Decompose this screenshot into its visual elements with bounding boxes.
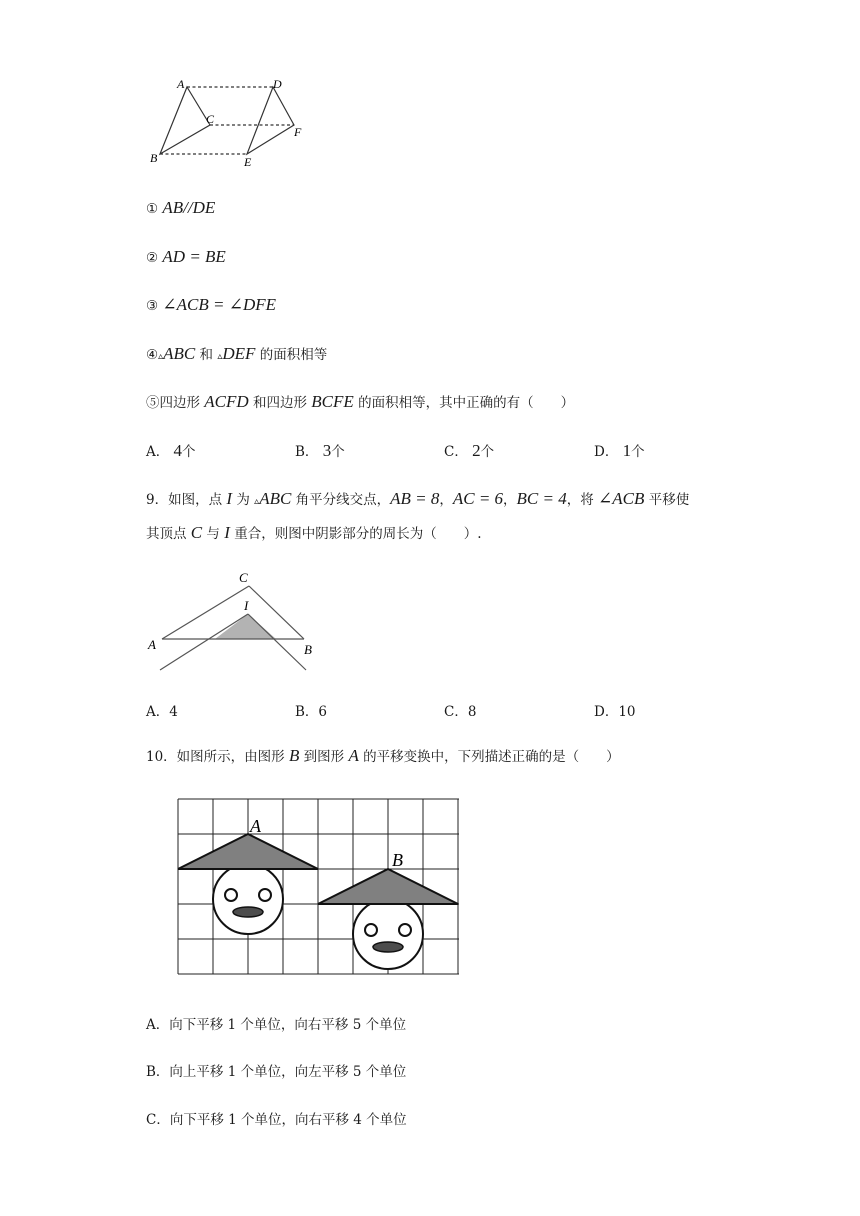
- label-C: C: [206, 112, 215, 126]
- label-C: C: [239, 570, 248, 585]
- figure-A: [178, 834, 318, 934]
- label-B: B: [150, 151, 158, 165]
- label-D: D: [273, 77, 282, 91]
- statement-1: ① AB//DE: [146, 198, 216, 217]
- q9-option-c[interactable]: C．8: [444, 704, 477, 720]
- statement-5: ⑤四边形 ACFD 和四边形 BCFE 的面积相等，其中正确的有（ ）: [146, 392, 575, 411]
- label-figure-A: A: [250, 816, 261, 836]
- label-A: A: [148, 637, 156, 652]
- label-B: B: [304, 642, 312, 657]
- q8-option-b[interactable]: B． 3个: [295, 441, 345, 460]
- q10-option-c[interactable]: C．向下平移 1 个单位，向右平移 4 个单位: [146, 1112, 407, 1128]
- q10-stem: 10．如图所示，由图形 B 到图形 A 的平移变换中，下列描述正确的是（ ）: [146, 746, 620, 765]
- figure-q10-grid: [177, 798, 461, 978]
- q8-option-d[interactable]: D． 1个: [594, 441, 645, 460]
- figure-q8-translated-triangles: [140, 74, 320, 174]
- statement-4: ④▵ABC 和 ▵DEF 的面积相等: [146, 344, 328, 363]
- q8-option-a[interactable]: A． 4个: [146, 441, 196, 460]
- label-F: F: [294, 125, 302, 139]
- q9-stem-line-1: 9．如图，点 I 为 ▵ABC 角平分线交点，AB = 8，AC = 6，BC = 4，将 ∠ACB 平移使: [146, 489, 690, 508]
- statement-3: ③ ∠ACB = ∠DFE: [146, 295, 277, 314]
- q10-option-a[interactable]: A．向下平移 1 个单位，向右平移 5 个单位: [146, 1017, 407, 1033]
- shaded-region: [215, 614, 276, 639]
- label-I: I: [244, 598, 249, 613]
- q9-option-a[interactable]: A．4: [146, 704, 178, 720]
- figure-B: [318, 869, 458, 969]
- label-A: A: [177, 77, 185, 91]
- q9-stem-line-2: 其顶点 C 与 I 重合，则图中阴影部分的周长为（ ）.: [146, 523, 482, 542]
- label-figure-B: B: [392, 850, 403, 870]
- statement-2: ② AD = BE: [146, 247, 226, 266]
- q8-option-c[interactable]: C． 2个: [444, 441, 495, 460]
- q9-option-d[interactable]: D．10: [594, 704, 636, 720]
- figure-q9-triangle: [140, 566, 330, 666]
- q9-option-b[interactable]: B．6: [295, 704, 328, 720]
- label-E: E: [244, 155, 252, 169]
- q10-option-b[interactable]: B．向上平移 1 个单位，向左平移 5 个单位: [146, 1064, 407, 1080]
